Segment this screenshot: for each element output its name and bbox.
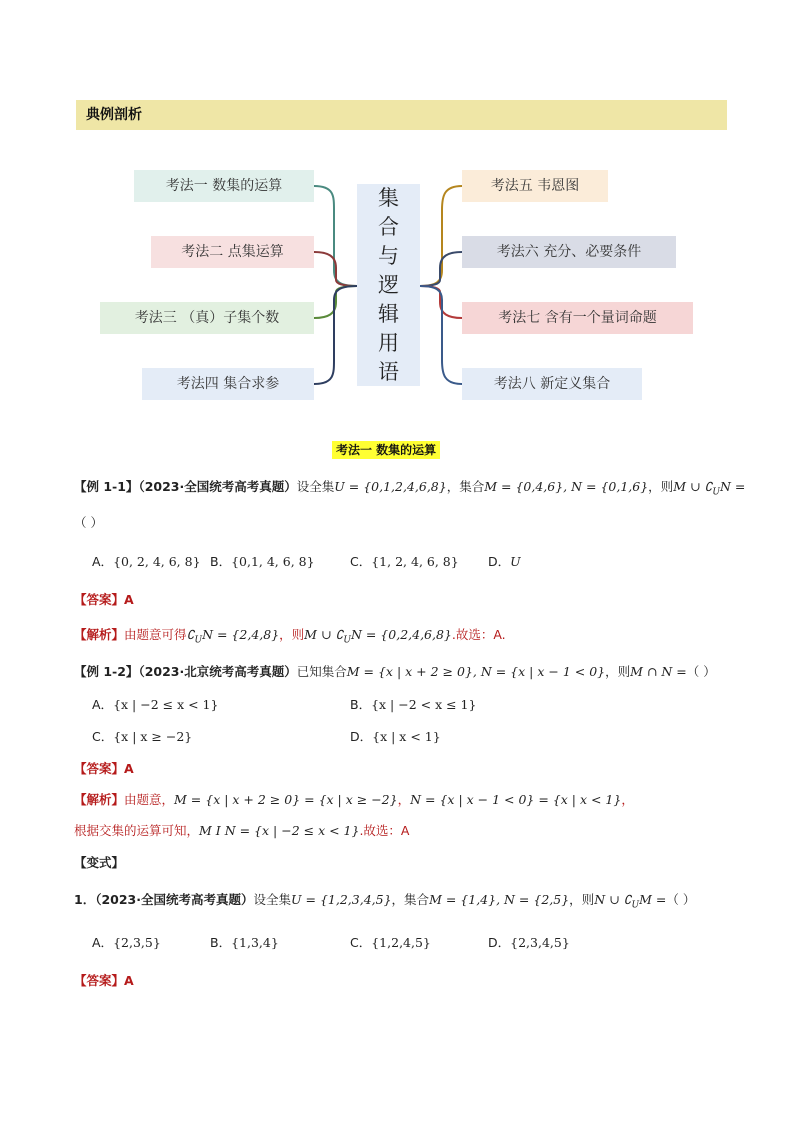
analysis-math: N = {2,4,8} <box>202 627 280 642</box>
mindmap-right-4: 考法八 新定义集合 <box>462 368 642 400</box>
answer-label: 【答案】 <box>74 592 125 607</box>
example-1-2-question <box>74 663 716 681</box>
example-label: 【例 1-2】 <box>74 664 139 679</box>
option-c[interactable] <box>350 934 431 952</box>
option-value: {0, 2, 4, 6, 8} <box>113 554 201 569</box>
mindmap-right-3: 考法七 含有一个量词命题 <box>462 302 693 334</box>
option-d[interactable] <box>488 553 521 571</box>
option-letter: C． <box>350 554 372 569</box>
analysis-1-2-line2 <box>74 822 409 840</box>
option-value: {0,1, 4, 6, 8} <box>231 554 315 569</box>
example-1-1-paren: （ ） <box>74 515 103 530</box>
option-b[interactable] <box>210 934 279 952</box>
section-title: 典例剖析 <box>86 107 142 123</box>
q-text: （ ） <box>666 892 696 907</box>
example-1-1-question <box>74 478 745 502</box>
option-c[interactable] <box>350 553 459 571</box>
connector-right-4 <box>420 286 462 384</box>
option-value: {1,2,4,5} <box>371 935 431 950</box>
center-char: 辑 <box>378 301 399 326</box>
q-text: 设全集 <box>253 892 292 907</box>
option-value: {x | −2 < x ≤ 1} <box>371 697 477 712</box>
option-letter: B． <box>350 697 372 712</box>
q-math: M = {1,4}, N = {2,5} <box>429 892 570 907</box>
option-value: {1, 2, 4, 6, 8} <box>371 554 459 569</box>
analysis-text: .故选：A <box>359 823 410 838</box>
mindmap-left-3: 考法三 （真）子集个数 <box>100 302 314 334</box>
connector-left-2 <box>314 252 357 286</box>
answer-label: 【答案】 <box>74 973 125 988</box>
analysis-math: M ∪ ∁ <box>304 627 344 642</box>
option-d[interactable] <box>350 728 441 746</box>
q-text: ，则 <box>605 664 631 679</box>
option-letter: D． <box>488 935 511 950</box>
option-letter: A． <box>92 554 114 569</box>
analysis-label: 【解析】 <box>74 792 125 807</box>
mindmap-left-2: 考法二 点集运算 <box>151 236 314 268</box>
analysis-text: 由题意可得 <box>124 627 187 642</box>
analysis-text: ，则 <box>279 627 305 642</box>
option-letter: D． <box>488 554 511 569</box>
analysis-1-1 <box>74 626 506 650</box>
q-text: ，集合 <box>391 892 430 907</box>
analysis-math: N = {x | x − 1 < 0} = {x | x < 1} <box>410 792 622 807</box>
mindmap-left-1: 考法一 数集的运算 <box>134 170 314 202</box>
mindmap-center <box>357 184 420 386</box>
answer-1-2 <box>74 760 134 778</box>
q-math: M = <box>639 892 667 907</box>
option-d[interactable] <box>488 934 570 952</box>
mindmap-right-1: 考法五 韦恩图 <box>462 170 608 202</box>
analysis-math: M = {x | x + 2 ≥ 0} = {x | x ≥ −2} <box>174 792 398 807</box>
option-b[interactable] <box>210 553 315 571</box>
analysis-text: 由题意， <box>124 792 175 807</box>
answer-value: A <box>124 592 134 607</box>
q-math: M = {0,4,6}, N = {0,1,6} <box>484 479 649 494</box>
analysis-label: 【解析】 <box>74 627 125 642</box>
option-letter: B． <box>210 554 232 569</box>
center-char: 逻 <box>378 272 399 297</box>
option-c[interactable] <box>92 728 192 746</box>
analysis-text: ， <box>397 792 411 807</box>
option-a[interactable] <box>92 553 201 571</box>
answer-value: A <box>124 761 134 776</box>
answer-value: A <box>124 973 134 988</box>
q-math: N = <box>719 479 746 494</box>
analysis-math: ∁ <box>186 627 195 642</box>
example-source: （2023·北京统考高考真题） <box>138 664 297 679</box>
analysis-text: .故选：A. <box>451 627 506 642</box>
option-value: U <box>510 554 521 569</box>
mindmap-left-4: 考法四 集合求参 <box>142 368 314 400</box>
analysis-sub: U <box>343 635 351 646</box>
topic-title: 考法一 数集的运算 <box>332 441 440 459</box>
answer-1-1 <box>74 591 134 609</box>
option-letter: C． <box>350 935 372 950</box>
option-value: {x | x < 1} <box>372 729 441 744</box>
option-value: {x | −2 ≤ x < 1} <box>113 697 219 712</box>
example-label: 【例 1-1】 <box>74 479 139 494</box>
mindmap-right-2: 考法六 充分、必要条件 <box>462 236 676 268</box>
option-value: {1,3,4} <box>231 935 279 950</box>
option-value: {2,3,4,5} <box>510 935 570 950</box>
analysis-1-2 <box>74 791 634 809</box>
analysis-math: M I N = {x | −2 ≤ x < 1} <box>199 823 360 838</box>
option-letter: A． <box>92 935 114 950</box>
q-math: M ∩ N = <box>630 664 687 679</box>
example-source: （2023·全国统考高考真题） <box>138 479 297 494</box>
option-letter: D． <box>350 729 373 744</box>
option-letter: C． <box>92 729 114 744</box>
center-char: 与 <box>378 243 399 268</box>
question-number: 1． <box>74 892 96 907</box>
q-math: M ∪ ∁ <box>673 479 713 494</box>
option-a[interactable] <box>92 696 218 714</box>
option-letter: A． <box>92 697 114 712</box>
center-char: 合 <box>378 214 399 239</box>
question-source: （2023·全国统考高考真题） <box>95 892 254 907</box>
q-text: ，则 <box>648 479 674 494</box>
option-letter: B． <box>210 935 232 950</box>
q-math: U = {0,1,2,4,6,8} <box>334 479 447 494</box>
q-text: ，则 <box>569 892 595 907</box>
center-char: 集 <box>378 185 399 210</box>
center-char: 语 <box>378 359 399 384</box>
option-value: {2,3,5} <box>113 935 161 950</box>
answer-variant-1 <box>74 972 134 990</box>
center-char: 用 <box>378 330 399 355</box>
q-math: U = {1,2,3,4,5} <box>291 892 392 907</box>
option-value: {x | x ≥ −2} <box>113 729 193 744</box>
variant-label: 【变式】 <box>74 855 125 870</box>
q-math: M = {x | x + 2 ≥ 0}, N = {x | x − 1 < 0} <box>346 664 606 679</box>
q-text: 设全集 <box>296 479 335 494</box>
analysis-sub: U <box>194 635 203 646</box>
q-sub: U <box>712 487 720 498</box>
connector-left-3 <box>314 286 357 318</box>
q-sub: U <box>631 900 640 911</box>
analysis-math: N = {0,2,4,6,8} <box>350 627 452 642</box>
analysis-text: 根据交集的运算可知， <box>74 823 200 838</box>
variant-question-1 <box>74 891 695 915</box>
analysis-text: ， <box>621 792 634 807</box>
q-text: （ ） <box>686 664 716 679</box>
answer-label: 【答案】 <box>74 761 125 776</box>
q-text: 已知集合 <box>296 664 347 679</box>
q-math: N ∪ ∁ <box>594 892 632 907</box>
option-a[interactable] <box>92 934 161 952</box>
q-text: ，集合 <box>446 479 485 494</box>
option-b[interactable] <box>350 696 476 714</box>
